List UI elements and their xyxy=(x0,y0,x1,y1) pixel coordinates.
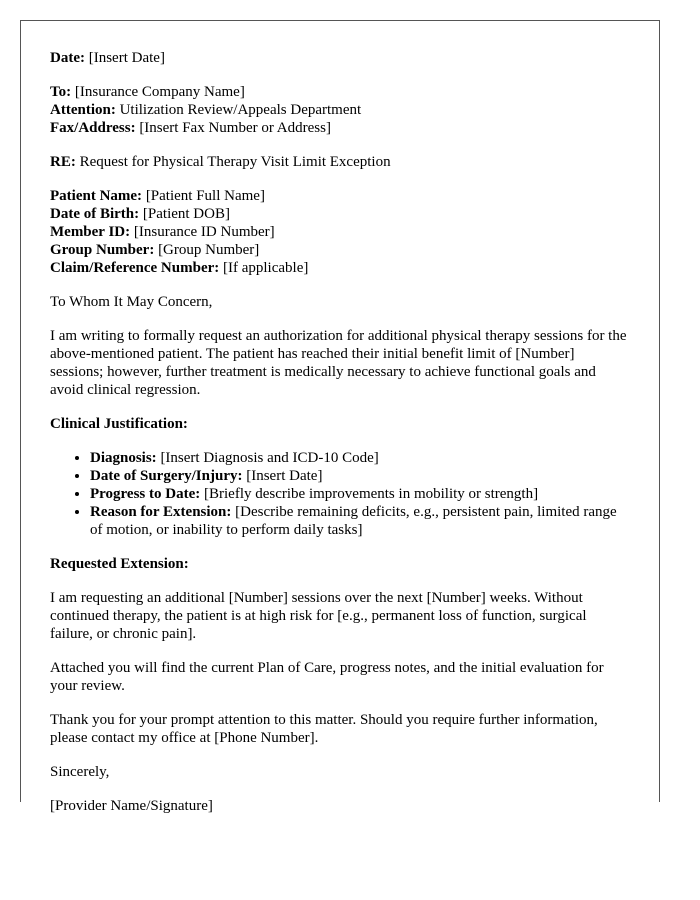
group-number-label: Group Number: xyxy=(50,242,155,258)
list-item xyxy=(90,485,630,503)
extension-paragraph: I am requesting an additional [Number] sessions over the next [Number] weeks. Without continued therapy, the patient is at high risk for [e.g., permanent loss of function, surgical failure, or chronic pain]. xyxy=(50,590,587,642)
to-value: [Insurance Company Name] xyxy=(71,84,245,100)
progress-label: Progress to Date: xyxy=(90,486,201,502)
member-id-value: [Insurance ID Number] xyxy=(130,224,275,240)
attention-label: Attention: xyxy=(50,102,116,118)
dob-value: [Patient DOB] xyxy=(139,206,230,222)
group-number-value: [Group Number] xyxy=(154,242,260,258)
extension-reason-value: [Describe remaining deficits, e.g., persistent pain, limited range of motion, or inability to perform daily tasks] xyxy=(90,504,617,538)
patient-name-line xyxy=(50,187,630,205)
attachments-paragraph: Attached you will find the current Plan of Care, progress notes, and the initial evaluation for your review. xyxy=(50,660,604,694)
thanks-paragraph: Thank you for your prompt attention to this matter. Should you require further information, please contact my office at [Phone Number]. xyxy=(50,712,598,746)
claim-number-label: Claim/Reference Number: xyxy=(50,260,220,276)
recipient-block xyxy=(50,83,630,137)
date-label: Date: xyxy=(50,50,85,66)
requested-extension-heading xyxy=(50,555,630,573)
patient-info-block xyxy=(50,187,630,277)
attention-line xyxy=(50,101,630,119)
requested-extension-title: Requested Extension: xyxy=(50,556,189,572)
fax-line xyxy=(50,119,630,137)
diagnosis-label: Diagnosis: xyxy=(90,450,157,466)
intro-paragraph: I am writing to formally request an authorization for additional physical therapy sessions for the above-mentioned patient. The patient has reached their initial benefit limit of [Number] sessions; however, further treatment is medically necessary to achieve functional goals and avoid clinical regression. xyxy=(50,328,627,398)
member-id-line xyxy=(50,223,630,241)
clinical-justification-title: Clinical Justification: xyxy=(50,416,188,432)
claim-number-value: [If applicable] xyxy=(219,260,309,276)
date-value: [Insert Date] xyxy=(84,50,165,66)
signature: [Provider Name/Signature] xyxy=(50,798,213,814)
fax-value: [Insert Fax Number or Address] xyxy=(135,120,331,136)
progress-value: [Briefly describe improvements in mobility or strength] xyxy=(200,486,539,502)
re-label: RE: xyxy=(50,154,76,170)
patient-name-label: Patient Name: xyxy=(50,188,143,204)
extension-reason-label: Reason for Extension: xyxy=(90,504,232,520)
dob-label: Date of Birth: xyxy=(50,206,140,222)
list-item xyxy=(90,467,630,485)
group-number-line xyxy=(50,241,630,259)
injury-date-label: Date of Surgery/Injury: xyxy=(90,468,243,484)
list-item xyxy=(90,503,630,539)
date-line xyxy=(50,49,630,67)
to-line xyxy=(50,83,630,101)
clinical-justification-heading xyxy=(50,415,630,433)
salutation: To Whom It May Concern, xyxy=(50,294,213,310)
claim-number-line xyxy=(50,259,630,277)
attention-value: Utilization Review/Appeals Department xyxy=(115,102,362,118)
diagnosis-value: [Insert Diagnosis and ICD-10 Code] xyxy=(156,450,379,466)
patient-name-value: [Patient Full Name] xyxy=(142,188,265,204)
closing: Sincerely, xyxy=(50,764,110,780)
clinical-justification-list xyxy=(50,449,630,539)
letter-document xyxy=(20,20,660,814)
re-line xyxy=(50,153,630,171)
letter-body xyxy=(50,49,630,831)
re-value: Request for Physical Therapy Visit Limit Exception xyxy=(75,154,391,170)
member-id-label: Member ID: xyxy=(50,224,131,240)
dob-line xyxy=(50,205,630,223)
injury-date-value: [Insert Date] xyxy=(242,468,323,484)
to-label: To: xyxy=(50,84,72,100)
list-item xyxy=(90,449,630,467)
fax-label: Fax/Address: xyxy=(50,120,136,136)
